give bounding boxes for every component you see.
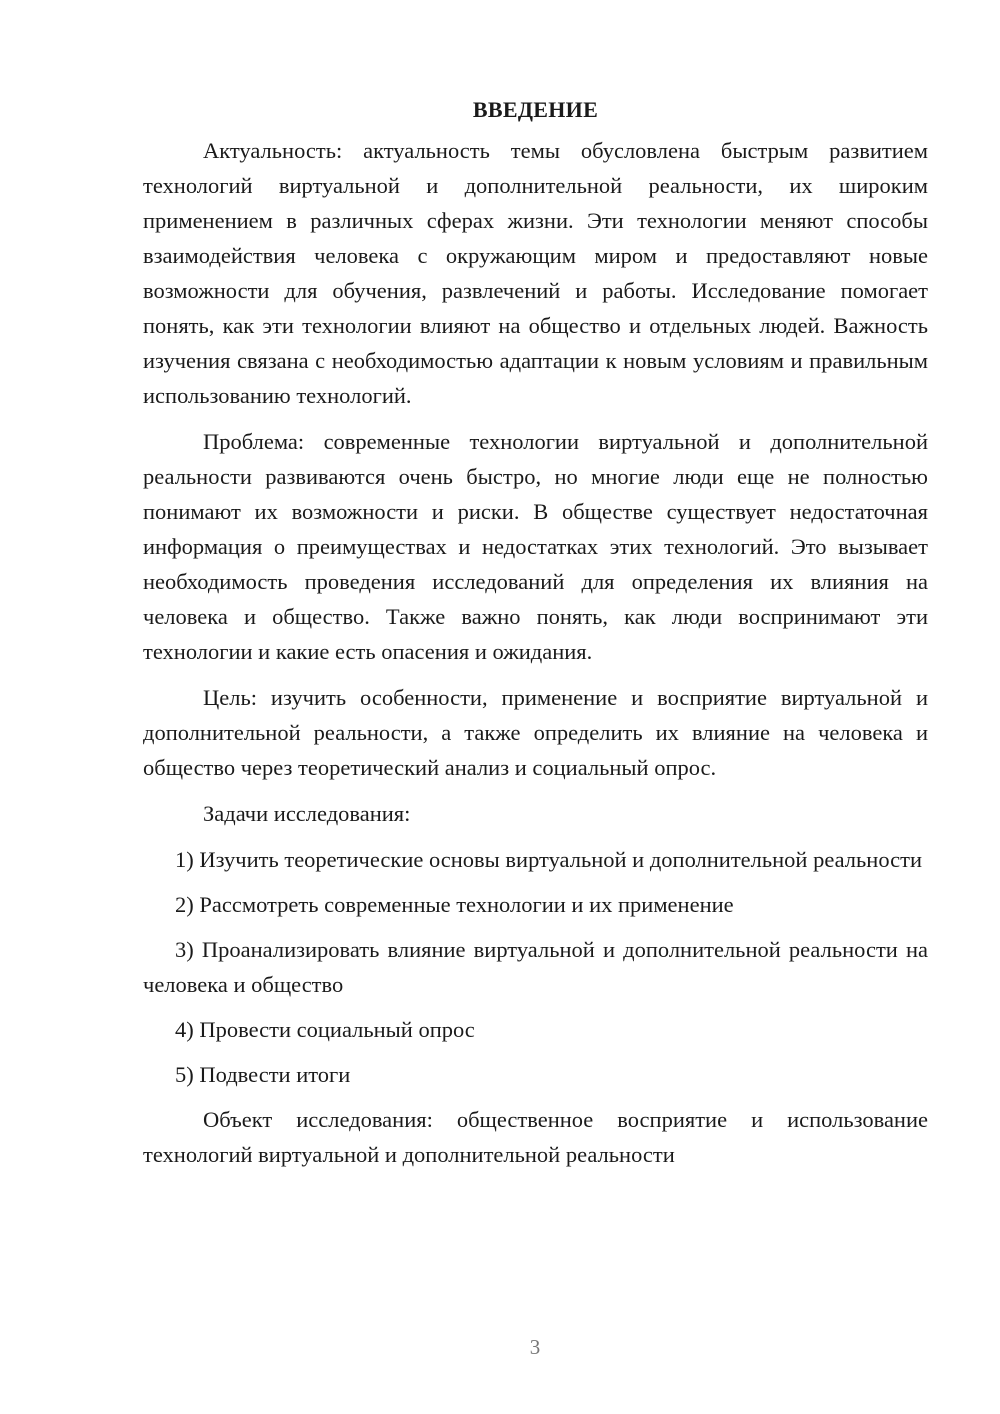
goal-paragraph: Цель: изучить особенности, применение и восприятие виртуальной и дополнительной реальности, а также определить их влияние на человека и общество через теоретический анализ и социальный опрос. [143,685,928,780]
document-body [143,92,928,1183]
list-item: 4) Провести социальный опрос [175,1017,475,1042]
tasks-heading: Задачи исследования: [203,801,411,826]
relevance-paragraph: Актуальность: актуальность темы обусловлена быстрым развитием технологий виртуальной и дополнительной реальности, их широким применением в различных сферах жизни. Эти технологии меняют способы взаимодействия человека с окружающим миром и предоставляют новые возможности для обучения, развлечений и работы. Исследование помогает понять, как эти технологии влияют на общество и отдельных людей. Важность изучения связана с необходимостью адаптации к новым условиям и правильным использованию технологий. [143,138,928,408]
tasks-list [143,842,928,1092]
problem-paragraph: Проблема: современные технологии виртуальной и дополнительной реальности развиваются очень быстро, но многие люди еще не полностью понимают их возможности и риски. В обществе существует недостаточная информация о преимуществах и недостатках этих технологий. Это вызывает необходимость проведения исследований для определения их влияния на человека и общество. Также важно понять, как люди воспринимают эти технологии и какие есть опасения и ожидания. [143,429,928,664]
list-item: 3) Проанализировать влияние виртуальной и дополнительной реальности на человека и общество [143,937,928,997]
section-heading: ВВЕДЕНИЕ [472,97,599,122]
page-number: 3 [529,1335,541,1359]
list-item: 5) Подвести итоги [175,1062,351,1087]
object-paragraph: Объект исследования: общественное восприятие и использование технологий виртуальной и дополнительной реальности [143,1107,928,1167]
list-item: 1) Изучить теоретические основы виртуальной и дополнительной реальности [175,847,922,872]
list-item: 2) Рассмотреть современные технологии и их применение [175,892,734,917]
